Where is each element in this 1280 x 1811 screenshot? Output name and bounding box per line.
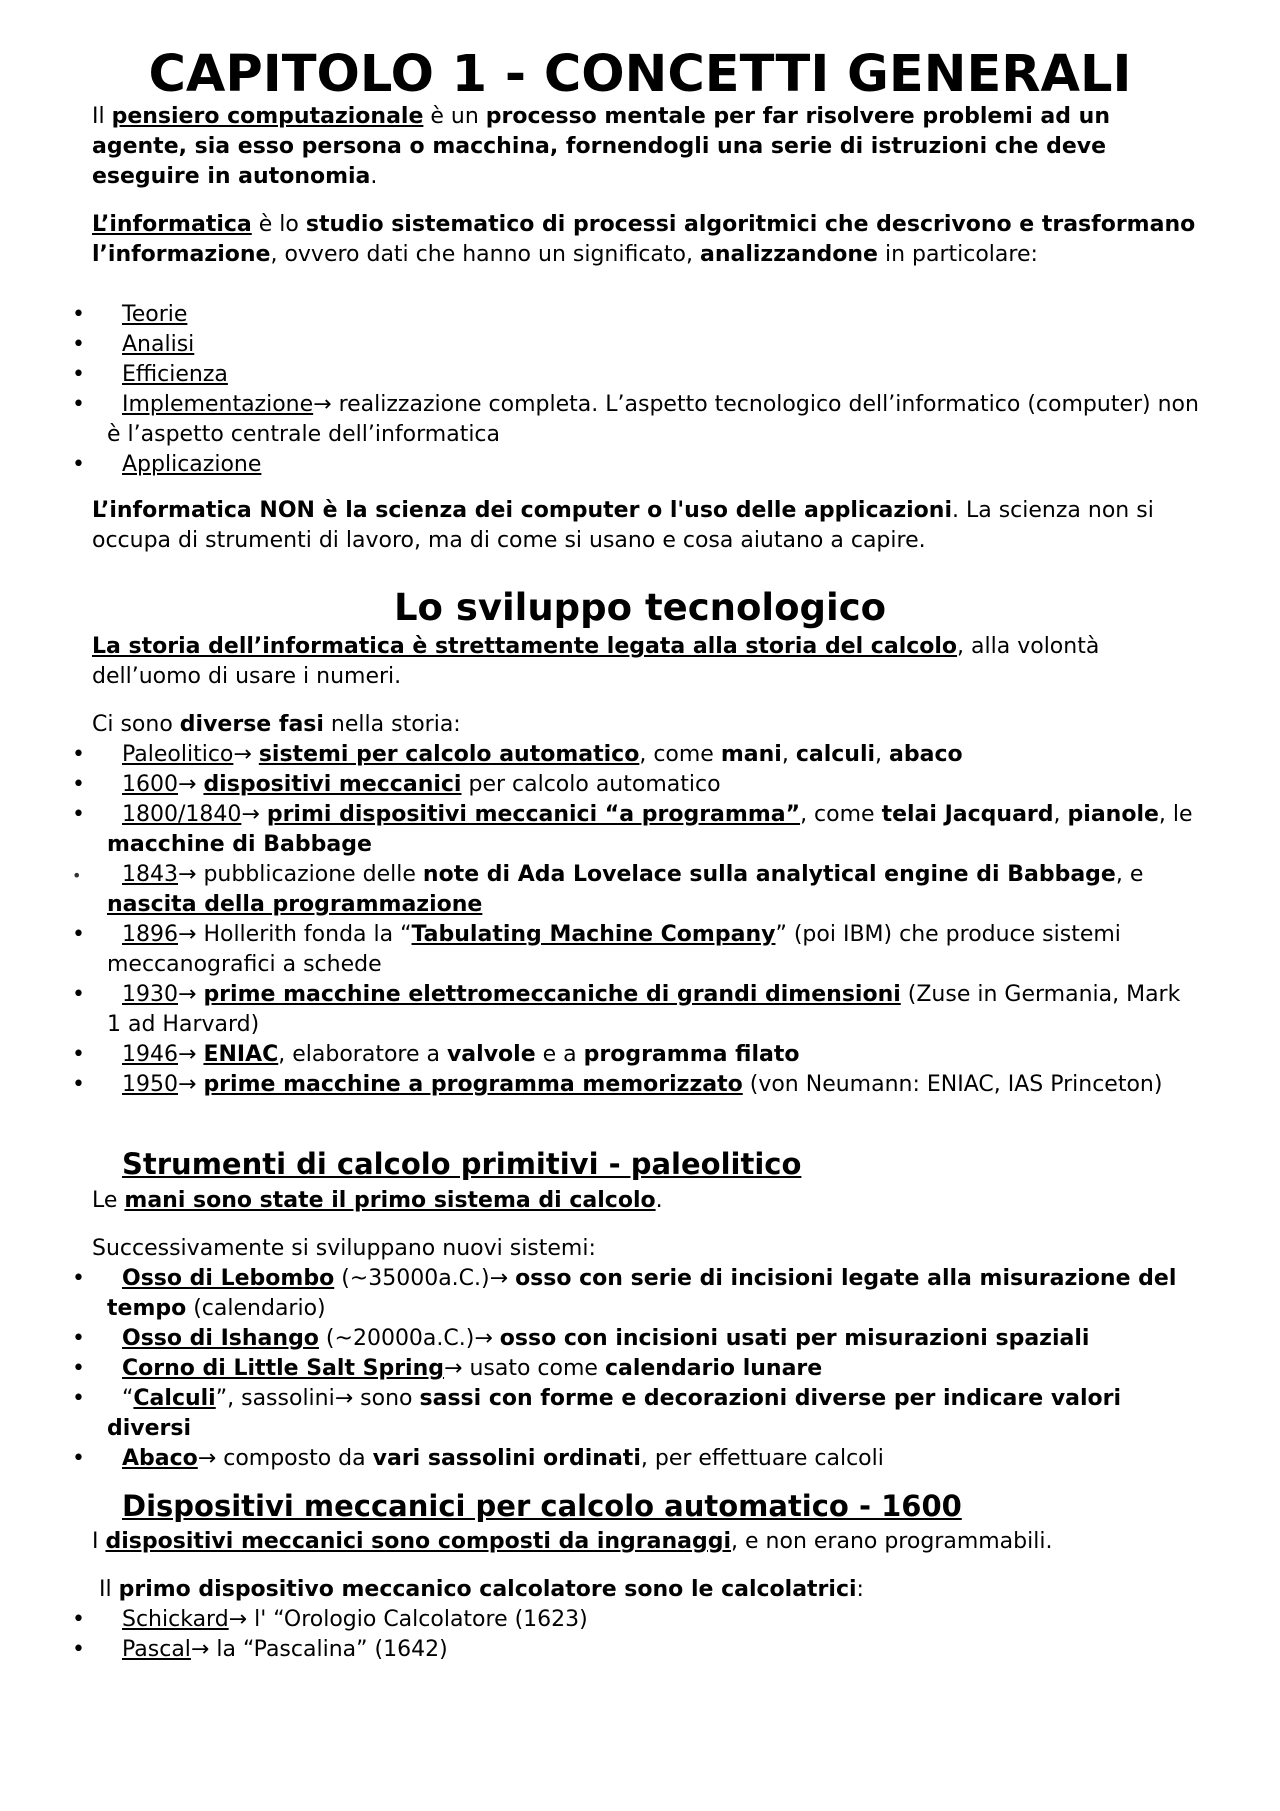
- key-term: prime macchine a programma memorizzato: [203, 1072, 743, 1097]
- list-item: [0, 1605, 1200, 1635]
- text: .: [655, 1188, 663, 1213]
- bullet-icon: •: [72, 332, 85, 357]
- key-term: Calculi: [133, 1386, 216, 1411]
- text: la “Pascalina” (1642): [216, 1637, 448, 1662]
- item-efficienza: Efficienza: [122, 362, 228, 387]
- list-item: [0, 1040, 1200, 1070]
- bullet-icon: •: [72, 866, 82, 885]
- text: Il: [99, 1577, 119, 1602]
- term: programma filato: [583, 1042, 800, 1067]
- term: telai Jacquard: [881, 802, 1054, 827]
- list-item: [0, 1264, 1200, 1324]
- list-item: [0, 1635, 1200, 1665]
- text: , e: [1115, 862, 1144, 887]
- item-teorie: Teorie: [122, 302, 188, 327]
- bullet-icon: •: [72, 922, 85, 947]
- term: mani: [720, 742, 782, 767]
- bullet-icon: •: [72, 1042, 85, 1067]
- text: , come: [639, 742, 721, 767]
- arrow-icon: →: [489, 1266, 516, 1291]
- text: nella storia:: [323, 712, 461, 737]
- list-item: [0, 1354, 1200, 1384]
- date: 1600: [122, 772, 178, 797]
- term-pensiero-computazionale: pensiero computazionale: [111, 104, 424, 129]
- text: in particolare:: [877, 242, 1038, 267]
- text: ,: [1053, 802, 1068, 827]
- paragraph-fasi: [92, 710, 1202, 740]
- arrow-icon: →: [178, 1072, 204, 1097]
- key-term: Osso di Ishango: [122, 1326, 319, 1351]
- text: ”, sassolini: [215, 1386, 335, 1411]
- text: I: [92, 1529, 106, 1554]
- text: Ci sono: [92, 712, 180, 737]
- text: per calcolo automatico: [461, 772, 721, 797]
- statement-underlined: La storia dell’informatica è strettamente legata alla storia del calcolo: [92, 634, 958, 659]
- term: valvole: [446, 1042, 536, 1067]
- bullet-icon: •: [72, 1266, 85, 1291]
- paragraph-informatica-not: [92, 496, 1202, 556]
- paragraph-successivamente: Successivamente si sviluppano nuovi sistemi:: [92, 1236, 596, 1261]
- list-item: [0, 1070, 1200, 1100]
- bullet-icon: •: [72, 1637, 85, 1662]
- text: pubblicazione delle: [203, 862, 423, 887]
- text: → realizzazione completa. L’aspetto tecnologico dell’informatico (computer) non è l’aspetto centrale dell’informatica: [107, 392, 1199, 447]
- statement-bold: primo dispositivo meccanico calcolatore sono le calcolatrici: [118, 1577, 857, 1602]
- bullet-icon: •: [72, 982, 85, 1007]
- section-title-strumenti: Strumenti di calcolo primitivi - paleolitico: [122, 1147, 802, 1181]
- paragraph-storia: [92, 632, 1202, 692]
- text: (~35000a.C.): [334, 1266, 490, 1291]
- item-implementazione: Implementazione: [122, 392, 314, 417]
- key-term: sistemi per calcolo automatico: [258, 742, 640, 767]
- text: (von Neumann: ENIAC, IAS Princeton): [742, 1072, 1163, 1097]
- list-history-phases: [0, 740, 1200, 1100]
- text: . La scienza non si occupa di strumenti di lavoro, ma di come si usano e cosa aiutano a capire.: [92, 498, 1154, 553]
- text: .: [370, 164, 378, 189]
- list-item: [0, 300, 1200, 330]
- term: calculi: [795, 742, 876, 767]
- bullet-icon: •: [72, 742, 85, 767]
- list-item: [0, 980, 1200, 1040]
- list-item: [0, 740, 1200, 770]
- bullet-icon: •: [72, 362, 85, 387]
- text: , le: [1158, 802, 1193, 827]
- list-item: [0, 800, 1200, 860]
- term: vari sassolini ordinati: [372, 1446, 641, 1471]
- bullet-icon: •: [72, 1386, 85, 1411]
- term: pianole: [1067, 802, 1159, 827]
- arrow-icon: →: [228, 1607, 255, 1632]
- date: 1930: [122, 982, 178, 1007]
- text: Le: [92, 1188, 125, 1213]
- bullet-icon: •: [72, 1072, 85, 1097]
- text: , come: [800, 802, 882, 827]
- key-term: Tabulating Machine Company: [411, 922, 776, 947]
- key-term: dispositivi meccanici: [203, 772, 462, 797]
- arrow-icon: →: [190, 1637, 217, 1662]
- text: sono: [360, 1386, 420, 1411]
- date: 1946: [122, 1042, 178, 1067]
- key-term: nascita della programmazione: [107, 892, 483, 917]
- term-analizzandone: analizzandone: [699, 242, 878, 267]
- list-primitive-tools: [0, 1264, 1200, 1474]
- text: “: [122, 1386, 134, 1411]
- text: composto da: [223, 1446, 373, 1471]
- list-item: [0, 1444, 1200, 1474]
- list-item: [0, 770, 1200, 800]
- paragraph-calcolatrici: [99, 1575, 1209, 1605]
- term: osso con serie di incisioni legate alla misurazione del tempo: [107, 1266, 1177, 1321]
- item-applicazione: Applicazione: [122, 452, 262, 477]
- key-term: prime macchine elettromeccaniche di grandi dimensioni: [203, 982, 901, 1007]
- text: , alla volontà dell’uomo di usare i numeri.: [92, 634, 1100, 689]
- key-term: Corno di Little Salt Spring: [122, 1356, 445, 1381]
- arrow-icon: →: [178, 982, 204, 1007]
- bullet-icon: •: [72, 1607, 85, 1632]
- inventor: Schickard: [122, 1607, 229, 1632]
- statement-underlined: dispositivi meccanici sono composti da ingranaggi: [105, 1529, 732, 1554]
- text: (~20000a.C.): [318, 1326, 475, 1351]
- bullet-icon: •: [72, 302, 85, 327]
- text: Il: [92, 104, 112, 129]
- arrow-icon: →: [474, 1326, 500, 1351]
- key-term: Osso di Lebombo: [122, 1266, 335, 1291]
- paragraph-mani: [92, 1186, 1202, 1216]
- list-item: [0, 1384, 1200, 1444]
- statement-underlined: mani sono state il primo sistema di calcolo: [124, 1188, 656, 1213]
- text: , e non erano programmabili.: [731, 1529, 1053, 1554]
- term: note di Ada Lovelace sulla analytical engine di Babbage: [422, 862, 1116, 887]
- list-item: [0, 450, 1200, 480]
- arrow-icon: →: [197, 1446, 224, 1471]
- list-item: [0, 920, 1200, 980]
- key-term: ENIAC: [203, 1042, 279, 1067]
- list-informatica-aspects: [0, 300, 1200, 480]
- statement-bold: L’informatica NON è la scienza dei computer o l'uso delle applicazioni: [92, 498, 952, 523]
- text: ” (poi IBM) che produce sistemi meccanografici a schede: [107, 922, 1121, 977]
- text: (calendario): [186, 1296, 326, 1321]
- text: è lo: [251, 212, 306, 237]
- term-informatica: L’informatica: [92, 212, 252, 237]
- arrow-icon: →: [233, 742, 259, 767]
- arrow-icon: →: [178, 772, 204, 797]
- date: 1896: [122, 922, 178, 947]
- list-item: [0, 1324, 1200, 1354]
- text: :: [856, 1577, 864, 1602]
- term: sassi con forme e decorazioni diverse per indicare valori diversi: [107, 1386, 1122, 1441]
- arrow-icon: →: [334, 1386, 361, 1411]
- text: , per effettuare calcoli: [640, 1446, 884, 1471]
- arrow-icon: →: [178, 1042, 204, 1067]
- date: 1950: [122, 1072, 178, 1097]
- list-item: [0, 360, 1200, 390]
- arrow-icon: →: [178, 922, 204, 947]
- key-term: Abaco: [122, 1446, 198, 1471]
- date: 1843: [122, 862, 178, 887]
- list-item: [0, 860, 1200, 920]
- text: (Zuse in Germania, Mark 1 ad Harvard): [107, 982, 1181, 1037]
- bullet-icon: •: [72, 772, 85, 797]
- term-diverse-fasi: diverse fasi: [179, 712, 324, 737]
- list-item: [0, 390, 1200, 450]
- bullet-icon: •: [72, 1326, 85, 1351]
- term: macchine di Babbage: [107, 832, 372, 857]
- definition-bold: processo mentale per far risolvere problemi ad un agente, sia esso persona o macchina, fornendogli una serie di istruzioni che deve eseguire in autonomia: [92, 104, 1110, 189]
- text: è un: [423, 104, 486, 129]
- text: ,: [875, 742, 890, 767]
- bullet-icon: •: [72, 452, 85, 477]
- arrow-icon: →: [444, 1356, 470, 1381]
- paragraph-ingranaggi: [92, 1527, 1202, 1557]
- text: usato come: [469, 1356, 605, 1381]
- date: Paleolitico: [122, 742, 234, 767]
- text: l' “Orologio Calcolatore (1623): [254, 1607, 588, 1632]
- term: abaco: [889, 742, 963, 767]
- arrow-icon: →: [178, 862, 204, 887]
- arrow-icon: →: [241, 802, 267, 827]
- item-analisi: Analisi: [122, 332, 195, 357]
- paragraph-informatica-definition: [92, 210, 1202, 270]
- bullet-icon: •: [72, 1356, 85, 1381]
- chapter-title: CAPITOLO 1 - CONCETTI GENERALI: [148, 45, 1132, 104]
- section-title-dispositivi: Dispositivi meccanici per calcolo automatico - 1600: [122, 1489, 962, 1523]
- list-calculators: [0, 1605, 1200, 1665]
- list-item: [0, 330, 1200, 360]
- bullet-icon: •: [72, 1446, 85, 1471]
- text: , ovvero dati che hanno un significato,: [270, 242, 700, 267]
- date: 1800/1840: [122, 802, 242, 827]
- text: e a: [535, 1042, 584, 1067]
- section-title-sviluppo: Lo sviluppo tecnologico: [393, 586, 887, 629]
- text: ,: [781, 742, 796, 767]
- term: osso con incisioni usati per misurazioni spaziali: [499, 1326, 1090, 1351]
- paragraph-computational-thinking: [92, 102, 1202, 192]
- text: Hollerith fonda la “: [203, 922, 412, 947]
- bullet-icon: •: [72, 392, 85, 417]
- definition-bold: studio sistematico di processi algoritmici che descrivono e trasformano l’informazione: [92, 212, 1196, 267]
- term: calendario lunare: [604, 1356, 823, 1381]
- bullet-icon: •: [72, 802, 85, 827]
- key-term: primi dispositivi meccanici “a programma”: [266, 802, 801, 827]
- inventor: Pascal: [122, 1637, 191, 1662]
- text: , elaboratore a: [278, 1042, 447, 1067]
